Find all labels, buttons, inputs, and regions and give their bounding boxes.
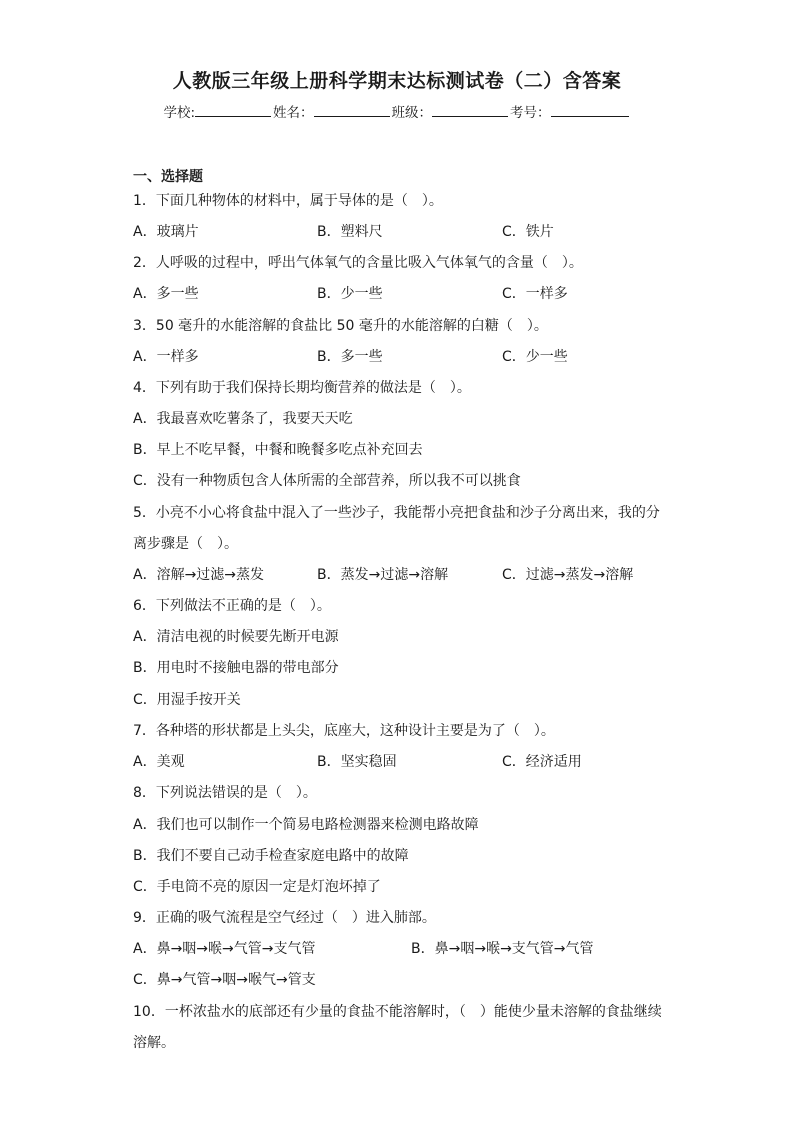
option-c[interactable]: C．铁片 (502, 224, 554, 240)
option-c[interactable]: C．鼻→气管→咽→喉气→管支 (133, 972, 316, 988)
question-stem: 1．下面几种物体的材料中，属于导体的是（ ）。 (133, 193, 443, 209)
option-a[interactable]: A．一样多 (133, 349, 199, 365)
question-stem: 7．各种塔的形状都是上头尖，底座大，这种设计主要是为了（ ）。 (133, 723, 555, 739)
school-label: 学校: (163, 105, 196, 121)
option-a[interactable]: A．我最喜欢吃薯条了，我要天天吃 (133, 411, 353, 427)
option-a[interactable]: A．玻璃片 (133, 224, 199, 240)
option-b[interactable]: B．我们不要自己动手检查家庭电路中的故障 (133, 848, 409, 864)
school-blank[interactable] (195, 104, 271, 117)
class-blank[interactable] (432, 104, 508, 117)
option-c[interactable]: C．经济适用 (502, 754, 582, 770)
question-stem: 4．下列有助于我们保持长期均衡营养的做法是（ ）。 (133, 380, 471, 396)
question-stem-continued: 溶解。 (133, 1035, 175, 1051)
option-a[interactable]: A．鼻→咽→喉→气管→支气管 (133, 941, 316, 957)
option-c[interactable]: C．手电筒不亮的原因一定是灯泡坏掉了 (133, 879, 381, 895)
question-stem: 3．50 毫升的水能溶解的食盐比 50 毫升的水能溶解的白糖（ ）。 (133, 318, 548, 334)
option-b[interactable]: B．多一些 (317, 349, 383, 365)
option-b[interactable]: B．蒸发→过滤→溶解 (317, 567, 449, 583)
question-stem-continued: 离步骤是（ ）。 (133, 536, 238, 552)
question-stem: 9．正确的吸气流程是空气经过（ ）进入肺部。 (133, 910, 436, 926)
option-a[interactable]: A．美观 (133, 754, 185, 770)
section-heading: 一、选择题 (133, 169, 203, 185)
class-label: 班级： (391, 105, 433, 121)
option-b[interactable]: B．早上不吃早餐，中餐和晚餐多吃点补充回去 (133, 442, 423, 458)
question-stem: 10．一杯浓盐水的底部还有少量的食盐不能溶解时，（ ）能使少量未溶解的食盐继续 (133, 1004, 662, 1020)
number-label: 考号： (510, 105, 551, 121)
option-c[interactable]: C．过滤→蒸发→溶解 (502, 567, 634, 583)
option-a[interactable]: A．多一些 (133, 286, 199, 302)
student-info-row (0, 101, 794, 121)
option-c[interactable]: C．用湿手按开关 (133, 692, 241, 708)
option-a[interactable]: A．我们也可以制作一个简易电路检测器来检测电路故障 (133, 817, 479, 833)
option-b[interactable]: B．塑料尺 (317, 224, 383, 240)
option-b[interactable]: B．用电时不接触电器的带电部分 (133, 660, 339, 676)
option-c[interactable]: C．少一些 (502, 349, 568, 365)
number-blank[interactable] (551, 104, 629, 117)
option-a[interactable]: A．清洁电视的时候要先断开电源 (133, 629, 339, 645)
option-c[interactable]: C．一样多 (502, 286, 568, 302)
option-b[interactable]: B．鼻→咽→喉→支气管→气管 (411, 941, 594, 957)
question-stem: 8．下列说法错误的是（ ）。 (133, 785, 317, 801)
option-c[interactable]: C．没有一种物质包含人体所需的全部营养，所以我不可以挑食 (133, 473, 521, 489)
exam-title: 人教版三年级上册科学期末达标测试卷（二）含答案 (172, 70, 622, 92)
option-b[interactable]: B．坚实稳固 (317, 754, 397, 770)
option-b[interactable]: B．少一些 (317, 286, 383, 302)
name-label: 姓名： (273, 105, 314, 121)
question-stem: 5．小亮不小心将食盐中混入了一些沙子，我能帮小亮把食盐和沙子分离出来，我的分 (133, 505, 660, 521)
question-stem: 2．人呼吸的过程中，呼出气体氧气的含量比吸入气体氧气的含量（ ）。 (133, 255, 583, 271)
question-stem: 6．下列做法不正确的是（ ）。 (133, 598, 331, 614)
option-a[interactable]: A．溶解→过滤→蒸发 (133, 567, 265, 583)
name-blank[interactable] (314, 104, 390, 117)
